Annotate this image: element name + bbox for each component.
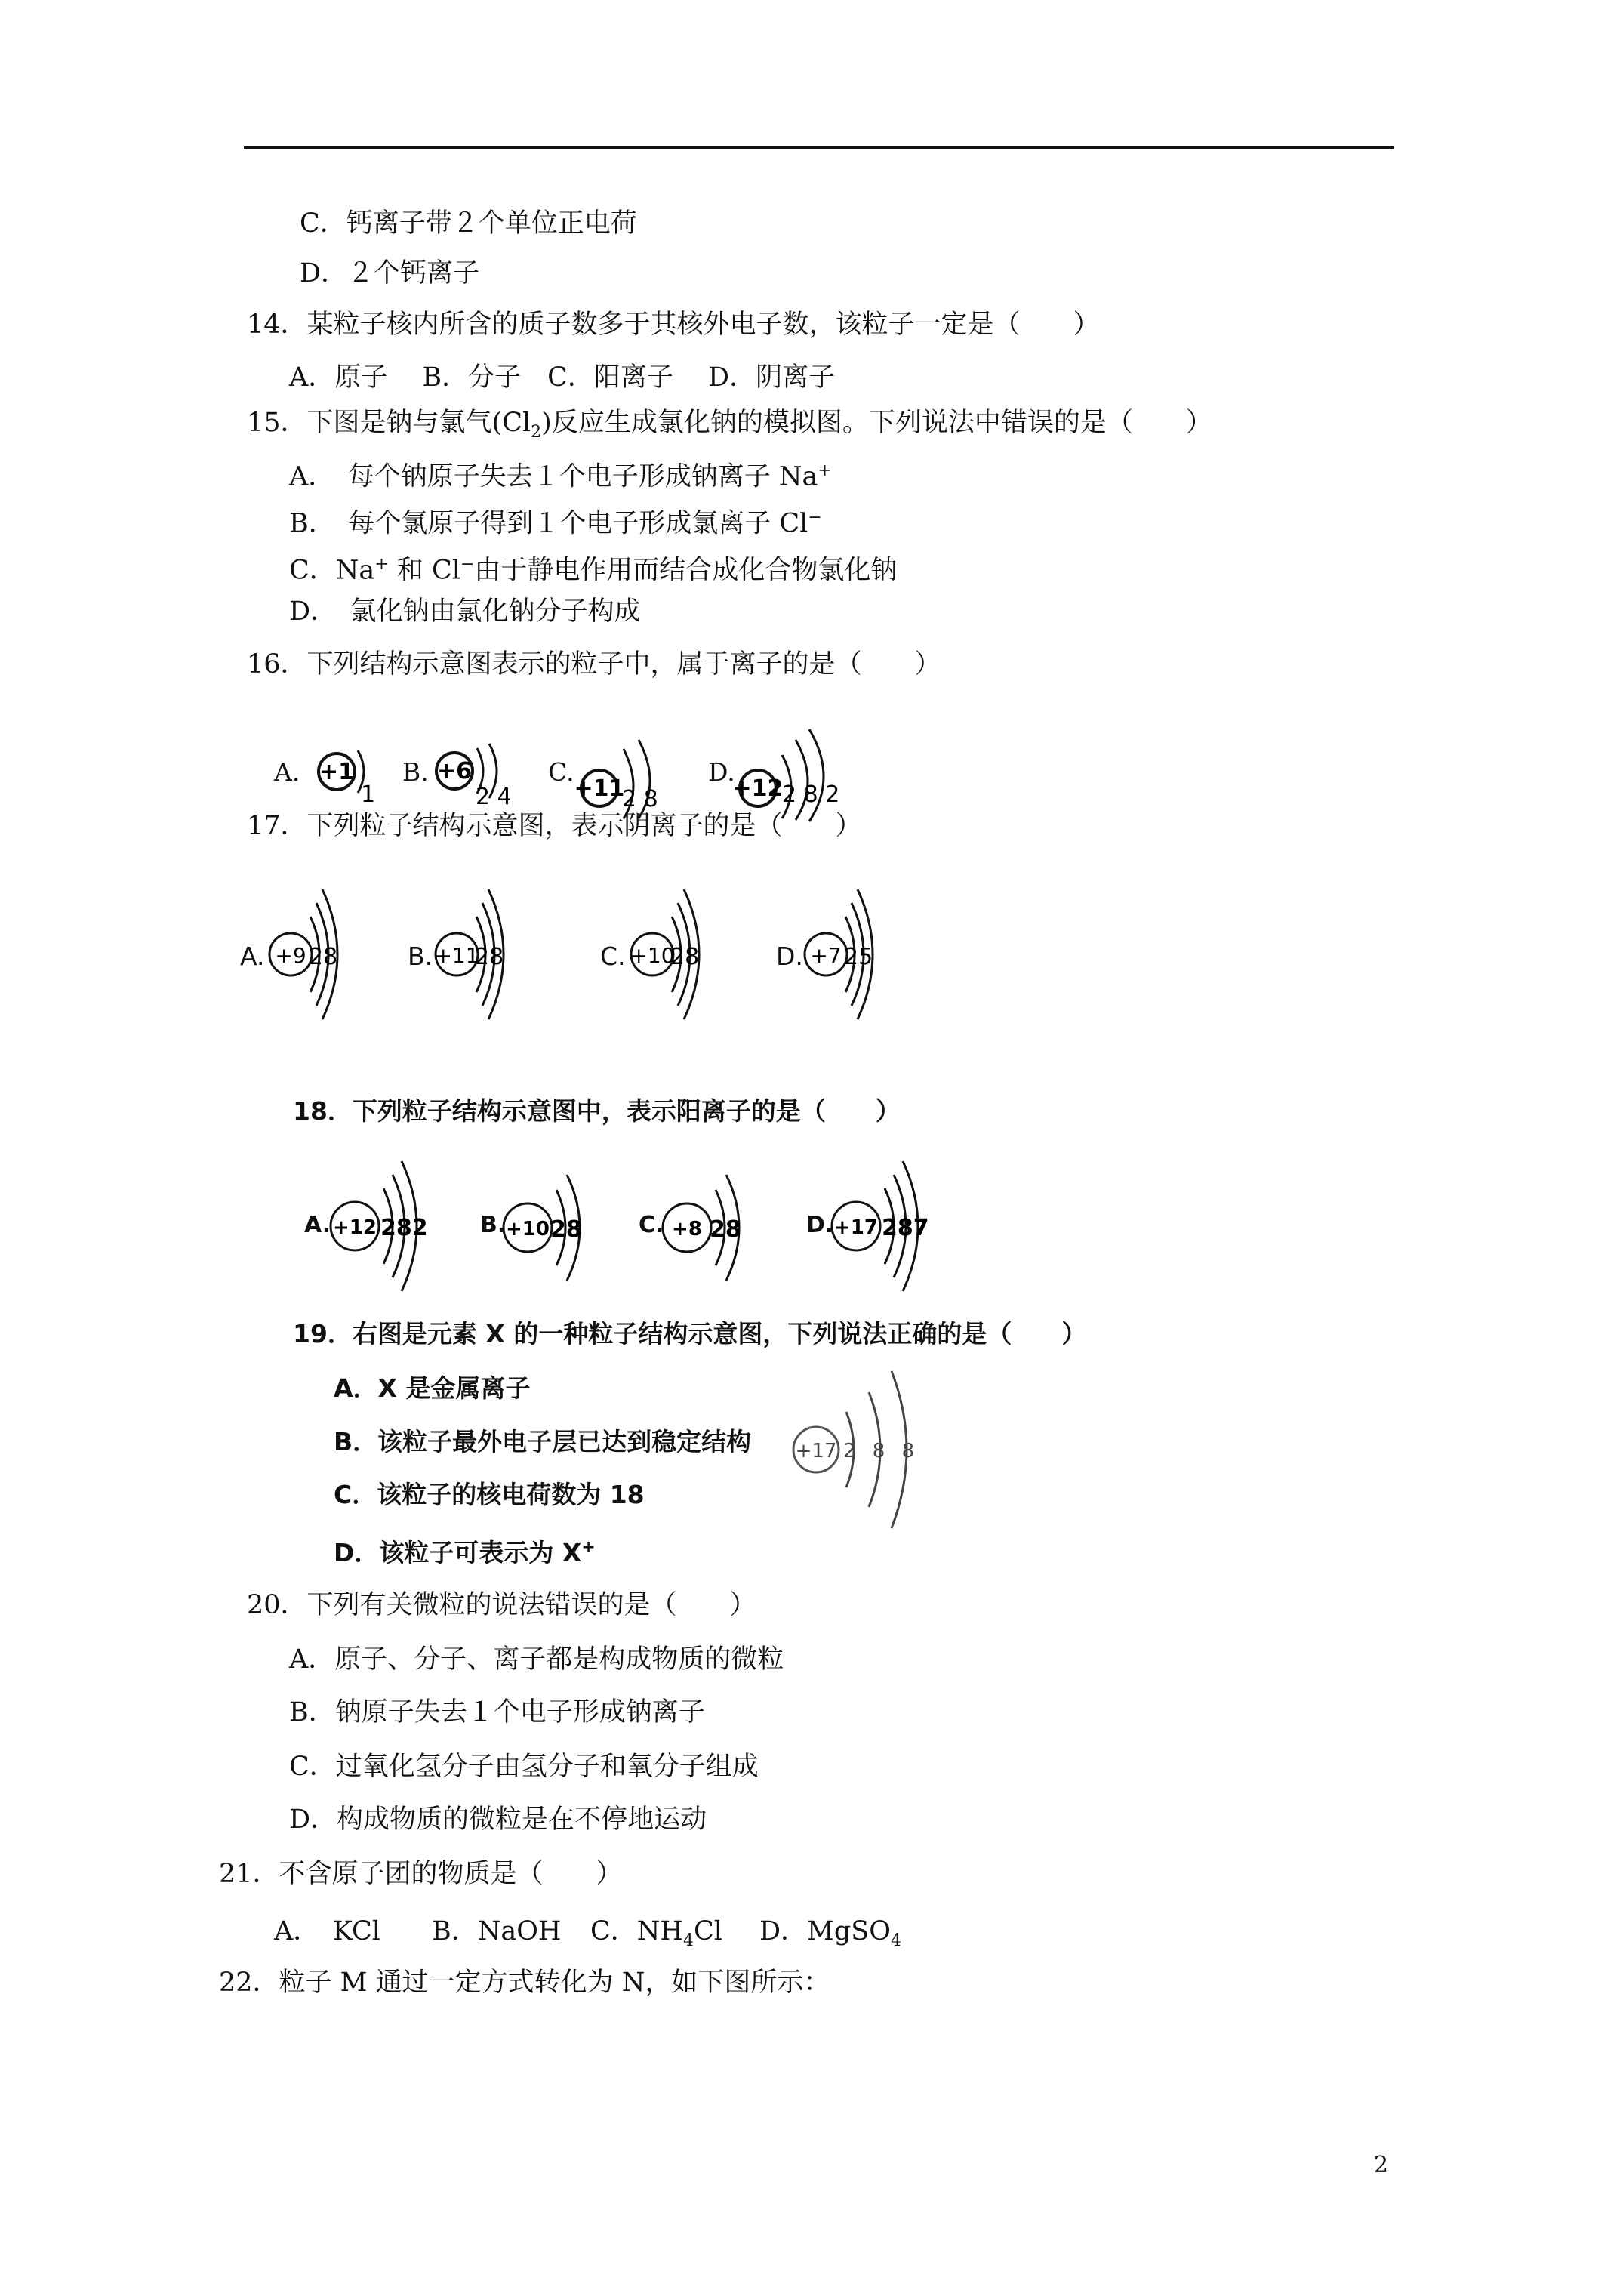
svg-text:+12: +12 <box>732 775 784 802</box>
q20-stem: 20．下列有关微粒的说法错误的是（ ） <box>247 1590 756 1620</box>
q21-stem: 21．不含原子团的物质是（ ） <box>219 1859 623 1889</box>
q18-atom-d <box>830 1155 944 1295</box>
q16-label-b: B. <box>402 757 429 787</box>
svg-text:+8: +8 <box>672 1218 702 1240</box>
q16-label-c: C. <box>548 757 574 787</box>
q21-option-b: B．NaOH <box>432 1916 562 1946</box>
q22-stem: 22．粒子 M 通过一定方式转化为 N，如下图所示： <box>219 1968 830 1998</box>
svg-text:+1: +1 <box>319 759 355 785</box>
q16-stem: 16．下列结构示意图表示的粒子中，属于离子的是（ ） <box>247 649 941 680</box>
q15-option-a: A． 每个钠原子失去１个电子形成钠离子 Na+ <box>289 461 832 492</box>
q18-atom-c <box>661 1163 752 1295</box>
q13-option-c: C．钙离子带２个单位正电荷 <box>300 208 637 239</box>
svg-text:2 8: 2 8 <box>622 786 658 812</box>
q17-atom-b <box>434 885 510 1025</box>
q17-label-a: A. <box>240 942 265 971</box>
svg-text:28: 28 <box>670 944 700 970</box>
q21-option-c: C．$NH_4Cl$ <box>590 1916 722 1950</box>
svg-text:+11: +11 <box>434 943 479 968</box>
q16-atom-d <box>729 725 858 823</box>
svg-text:+7: +7 <box>810 943 842 968</box>
svg-text:2 8 8: 2 8 8 <box>843 1440 915 1462</box>
q15-option-b: B． 每个氯原子得到１个电子形成氯离子 Cl− <box>289 508 822 539</box>
q18-label-a: A. <box>304 1212 331 1238</box>
q19-option-c: C．该粒子的核电荷数为 18 <box>334 1480 645 1509</box>
q20-option-a: A．原子、分子、离子都是构成物质的微粒 <box>289 1644 784 1675</box>
svg-text:25: 25 <box>844 944 873 970</box>
q20-option-c: C．过氧化氢分子由氢分子和氧分子组成 <box>289 1752 759 1782</box>
q18-stem: 18．下列粒子结构示意图中，表示阳离子的是（ ） <box>293 1096 901 1126</box>
page-number: 2 <box>1374 2152 1389 2178</box>
q15-stem: 15．下图是钠与氯气$(Cl_2)$反应生成氯化钠的模拟图。下列说法中错误的是（ ） <box>247 408 1212 442</box>
q18-atom-b <box>502 1163 593 1295</box>
q17-label-b: B. <box>408 942 433 971</box>
svg-text:28: 28 <box>550 1216 582 1243</box>
q18-label-b: B. <box>480 1212 507 1238</box>
svg-text:+10: +10 <box>630 943 675 968</box>
q21-option-a: A． KCl <box>274 1916 380 1946</box>
header-rule <box>244 146 1394 149</box>
q16-atom-a <box>311 740 394 808</box>
svg-text:2 8 2: 2 8 2 <box>782 781 840 808</box>
svg-text:+10: +10 <box>506 1218 550 1240</box>
q20-option-b: B．钠原子失去１个电子形成钠离子 <box>289 1697 705 1727</box>
svg-text:1: 1 <box>361 781 376 808</box>
svg-text:282: 282 <box>380 1215 428 1241</box>
q19-option-d: D．该粒子可表示为 X+ <box>334 1538 596 1567</box>
q16-atom-b <box>429 736 527 808</box>
q19-option-a: A．X 是金属离子 <box>334 1373 531 1403</box>
svg-text:+17: +17 <box>834 1216 878 1239</box>
q17-atom-c <box>630 885 705 1025</box>
q18-atom-a <box>329 1155 442 1295</box>
svg-text:+12: +12 <box>333 1216 377 1239</box>
q16-label-a: A. <box>274 757 300 787</box>
svg-text:28: 28 <box>475 944 504 970</box>
q16-label-d: D. <box>708 757 735 787</box>
q14-options: A．原子 B．分子 C．阳离子 D．阴离子 <box>289 362 836 393</box>
q17-atom-d <box>803 885 879 1025</box>
q14-stem: 14．某粒子核内所含的质子数多于其核外电子数，该粒子一定是（ ） <box>247 310 1100 340</box>
svg-text:+11: +11 <box>574 775 625 802</box>
svg-text:+17: +17 <box>795 1440 837 1462</box>
q19-atom-x <box>789 1365 925 1539</box>
svg-text:28: 28 <box>710 1216 741 1243</box>
svg-text:+6: +6 <box>436 758 473 784</box>
svg-text:2 4: 2 4 <box>476 784 512 810</box>
q15-option-c: C．Na+ 和 Cl−由于静电作用而结合成化合物氯化钠 <box>289 555 898 586</box>
q18-label-d: D. <box>806 1212 834 1238</box>
q19-option-b: B．该粒子最外电子层已达到稳定结构 <box>334 1427 752 1456</box>
q19-stem: 19．右图是元素 X 的一种粒子结构示意图，下列说法正确的是（ ） <box>293 1319 1087 1348</box>
q18-label-c: C. <box>639 1212 664 1238</box>
q13-option-d: D．２个钙离子 <box>300 258 480 288</box>
q17-atom-a <box>268 885 343 1025</box>
q21-option-d: D．MgSO$_4$ <box>759 1916 901 1950</box>
q17-stem: 17．下列粒子结构示意图，表示阴离子的是（ ） <box>247 811 862 841</box>
q17-label-c: C. <box>600 942 626 971</box>
q20-option-d: D．构成物质的微粒是在不停地运动 <box>289 1804 707 1835</box>
svg-text:28: 28 <box>309 944 338 970</box>
svg-text:+9: +9 <box>275 943 306 968</box>
q17-label-d: D. <box>776 942 803 971</box>
q15-option-d: D． 氯化钠由氯化钠分子构成 <box>289 596 641 627</box>
svg-text:287: 287 <box>882 1215 929 1241</box>
